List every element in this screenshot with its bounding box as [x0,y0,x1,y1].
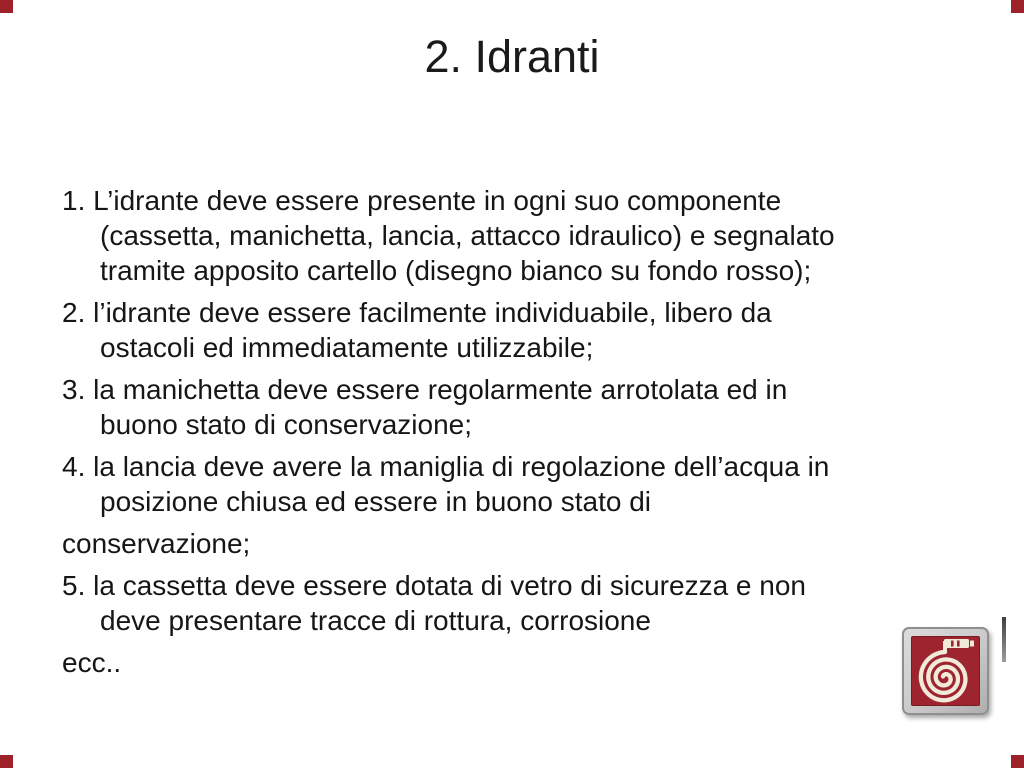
body-line: buono stato di conservazione; [100,409,473,440]
body-line: ostacoli ed immediatamente utilizzabile; [100,332,594,363]
body-line: 1. L’idrante deve essere presente in ogni suo componente [62,185,782,216]
corner-marker-bottom-right [1011,755,1024,768]
fire-hose-icon-graphic [911,636,980,706]
body-line: posizione chiusa ed essere in buono stato di [100,486,652,517]
corner-marker-top-left [0,0,13,13]
fire-hose-reel-icon [902,627,989,715]
body-line: deve presentare tracce di rottura, corrosione [100,605,651,636]
hose-nozzle [944,639,969,648]
slide-title: 2. Idranti [424,31,600,82]
nozzle-tip [970,641,974,647]
body-line: 5. la cassetta deve essere dotata di vetro di sicurezza e non [62,570,806,601]
corner-marker-bottom-left [0,755,13,768]
body-line: tramite apposito cartello (disegno bianco su fondo rosso); [100,255,812,286]
fire-hose-reel-panel [911,636,980,706]
body-line: ecc.. [62,647,122,678]
hose-spiral-path [921,652,966,700]
scrollbar-thumb[interactable] [1002,617,1006,662]
body-text [62,183,982,680]
body-line: 4. la lancia deve avere la maniglia di regolazione dell’acqua in [62,451,830,482]
body-line: (cassetta, manichetta, lancia, attacco idraulico) e segnalato [100,220,835,251]
body-line: conservazione; [62,528,251,559]
corner-marker-top-right [1011,0,1024,13]
body-line: 2. l’idrante deve essere facilmente individuabile, libero da [62,297,772,328]
body-line: 3. la manichetta deve essere regolarmente arrotolata ed in [62,374,788,405]
nozzle-tick-2 [957,641,960,647]
nozzle-tick-1 [951,641,954,647]
